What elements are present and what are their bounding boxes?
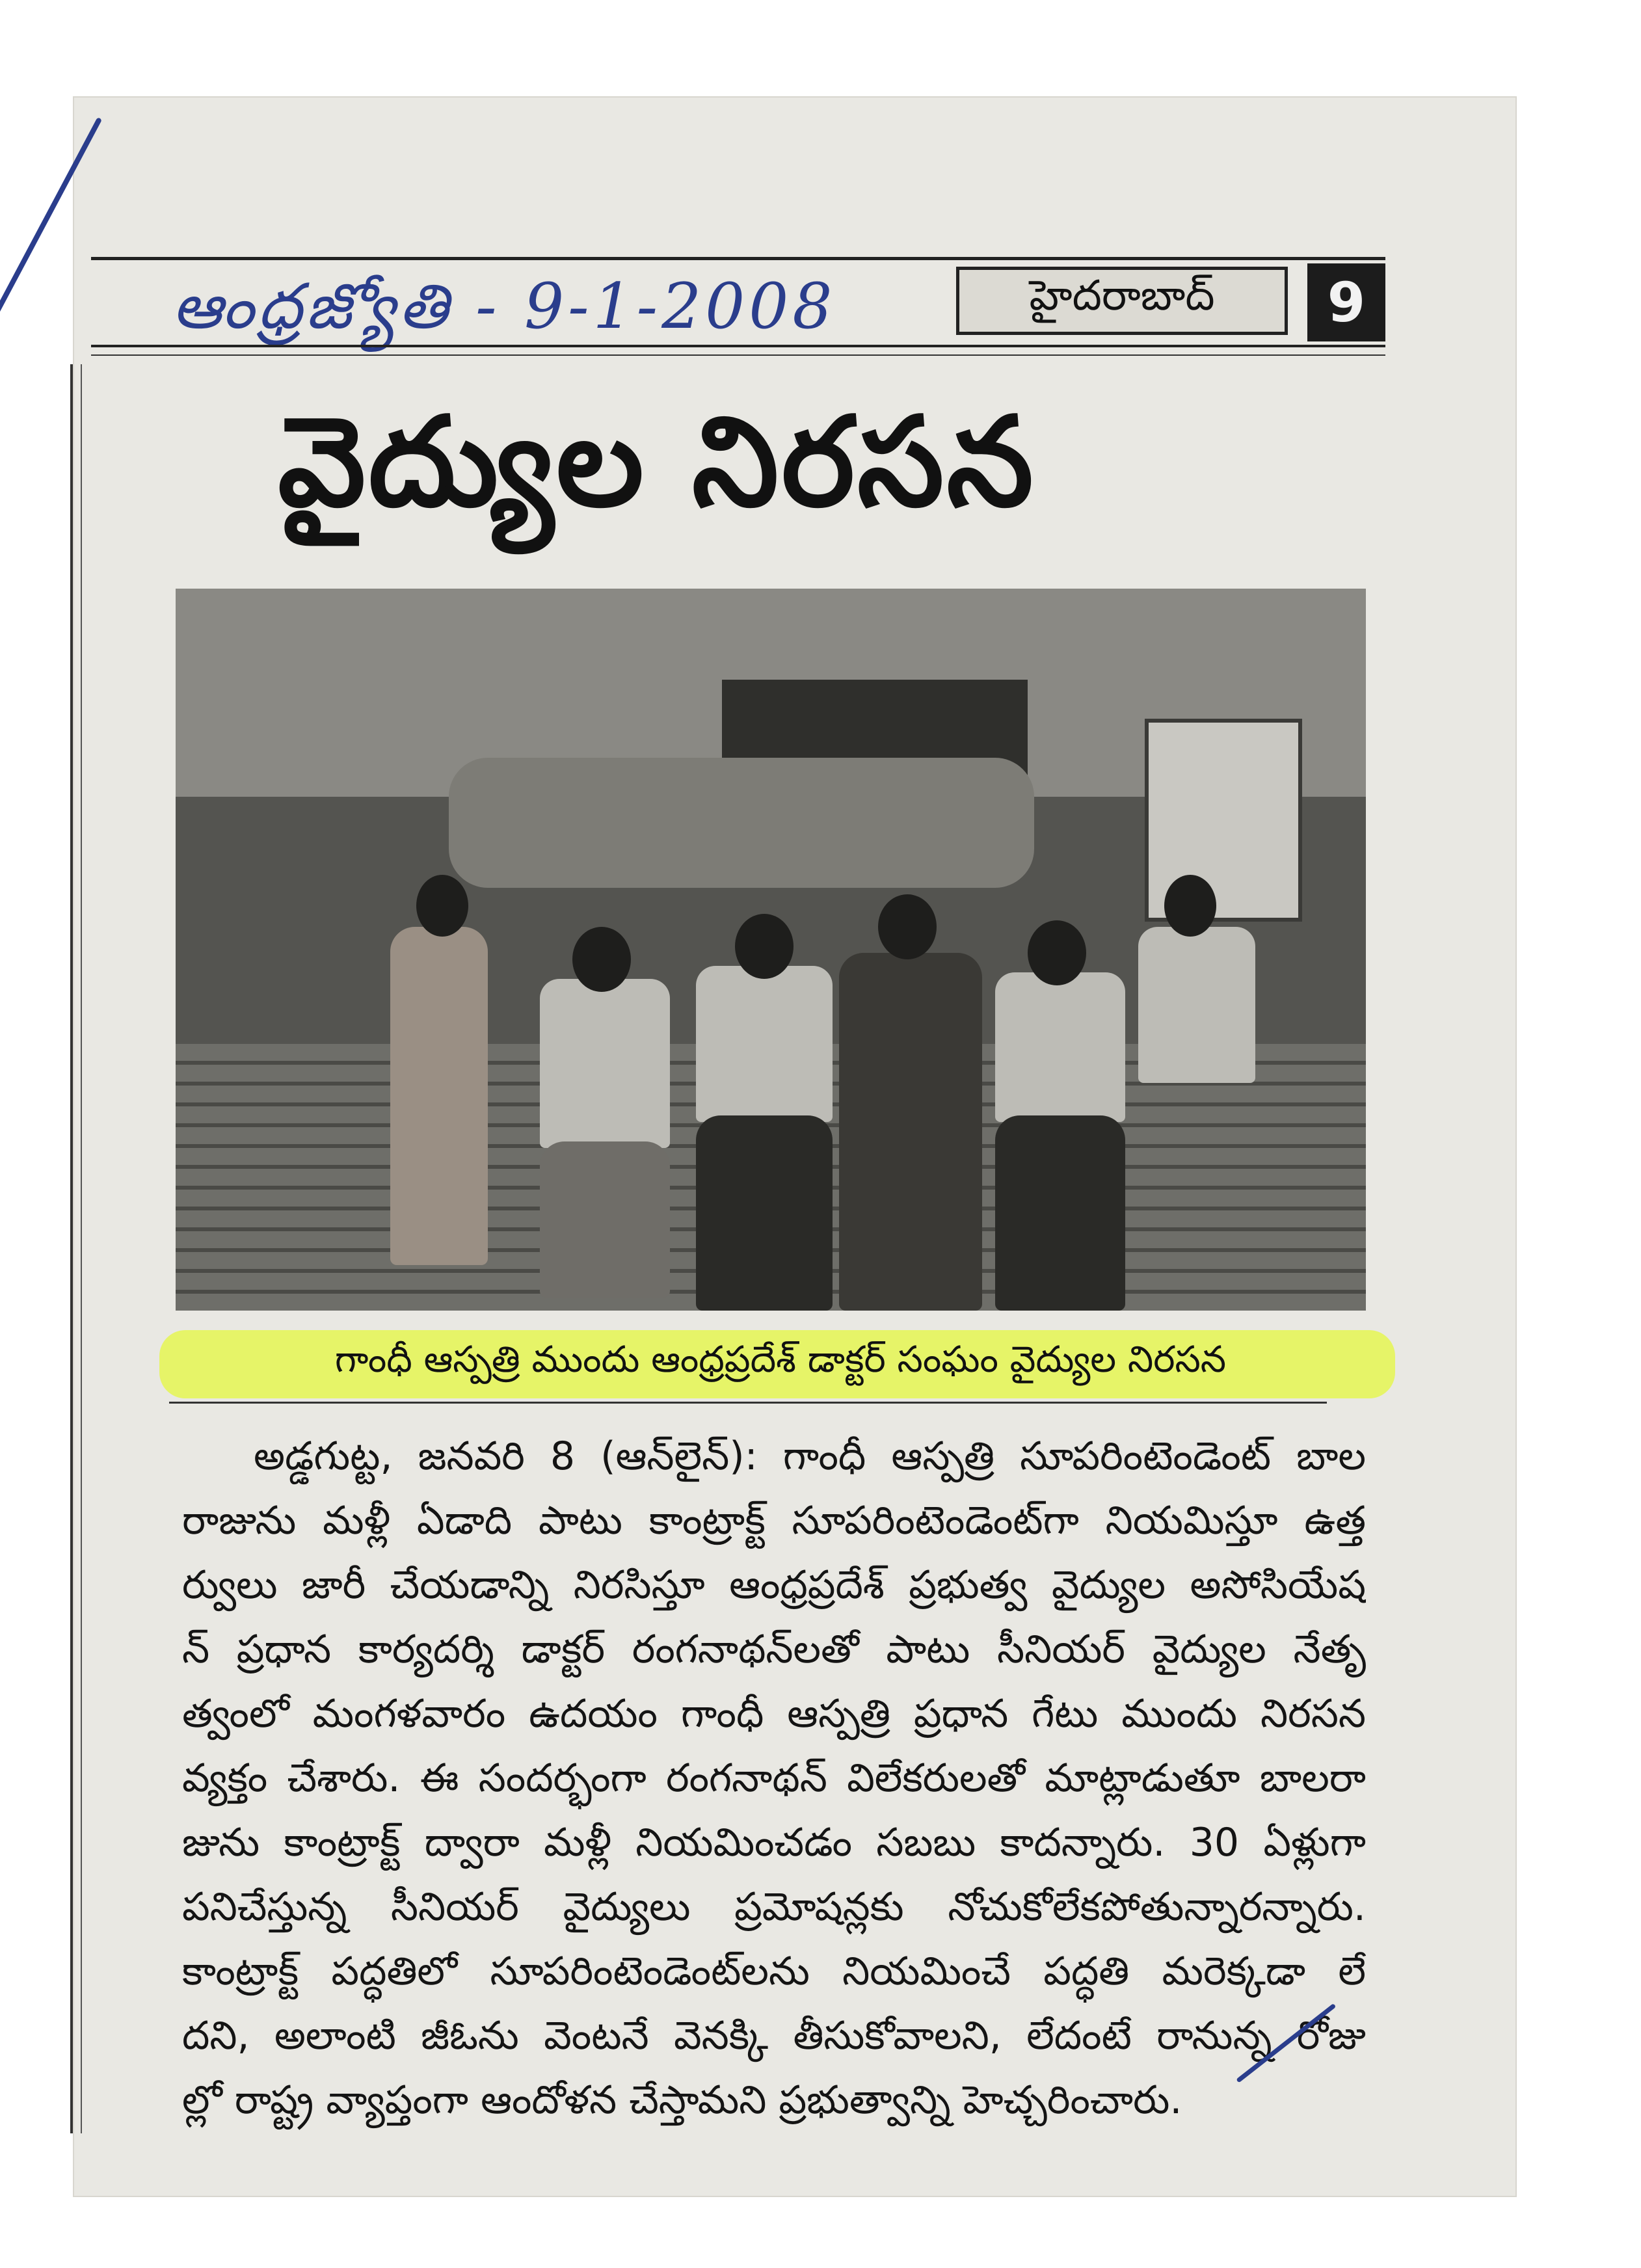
body-line: ర్వులు జారీ చేయడాన్ని నిరసిస్తూ ఆంధ్రప్రదేశ్ ప్రభుత్వ వైద్యుల అసోసియేష [182,1562,1366,1608]
news-photo [176,589,1366,1311]
column-rule [70,364,73,2133]
handwritten-source-date: ఆంధ్రజ్యోతి - 9-1-2008 [172,270,836,343]
body-line: దని, అలాంటి జీఓను వెంటనే వెనక్కి తీసుకోవాలని, లేదంటే రానున్న రోజు [182,2013,1366,2059]
body-line: అడ్డగుట్ట, జనవరి 8 (ఆన్‌లైన్): గాంధీ ఆస్పత్రి సూపరింటెండెంట్ బాల [254,1434,1366,1479]
masthead-rule-bottom [91,345,1385,347]
photo-caption: గాంధీ ఆస్పత్రి ముందు ఆంధ్రప్రదేశ్ డాక్టర్ సంఘం వైద్యుల నిరసన [334,1339,1227,1381]
article-body [182,1424,1366,2133]
column-rule-thin [81,364,82,2133]
section-label: హైదరాబాద్ [956,267,1288,335]
body-line: త్వంలో మంగళవారం ఉదయం గాంధీ ఆస్పత్రి ప్రధాన గేటు ముందు నిరసన [182,1691,1366,1737]
body-line: కాంట్రాక్ట్ పద్ధతిలో సూపరింటెండెంట్‌లను నియమించే పద్ధతి మరెక్కడా లే [182,1949,1366,1994]
body-line: పనిచేస్తున్న సీనియర్ వైద్యులు ప్రమోషన్లకు నోచుకోలేకపోతున్నారన్నారు. [182,1884,1366,1930]
page-number: 9 [1307,263,1385,341]
masthead-rule [91,257,1385,260]
headline: వైద్యుల నిరసన [278,390,1036,534]
body-line: రాజును మళ్లీ ఏడాది పాటు కాంట్రాక్ట్ సూపరింటెండెంట్‌గా నియమిస్తూ ఉత్త [182,1498,1366,1543]
caption-rule [169,1402,1327,1404]
body-line: న్ ప్రధాన కార్యదర్శి డాక్టర్ రంగనాథన్‌లతో పాటు సీనియర్ వైద్యుల నేతృ [182,1627,1366,1672]
body-line: జును కాంట్రాక్ట్ ద్వారా మళ్లీ నియమించడం సబబు కాదన్నారు. 30 ఏళ్లుగా [182,1820,1366,1865]
body-line: వ్యక్తం చేశారు. ఈ సందర్భంగా రంగనాథన్ విలేకరులతో మాట్లాడుతూ బాలరా [182,1755,1366,1801]
masthead-rule-bottom-thin [91,354,1385,356]
body-line: ల్లో రాష్ట్ర వ్యాప్తంగా ఆందోళన చేస్తామని ప్రభుత్వాన్ని హెచ్చరించారు. [182,2077,1182,2123]
